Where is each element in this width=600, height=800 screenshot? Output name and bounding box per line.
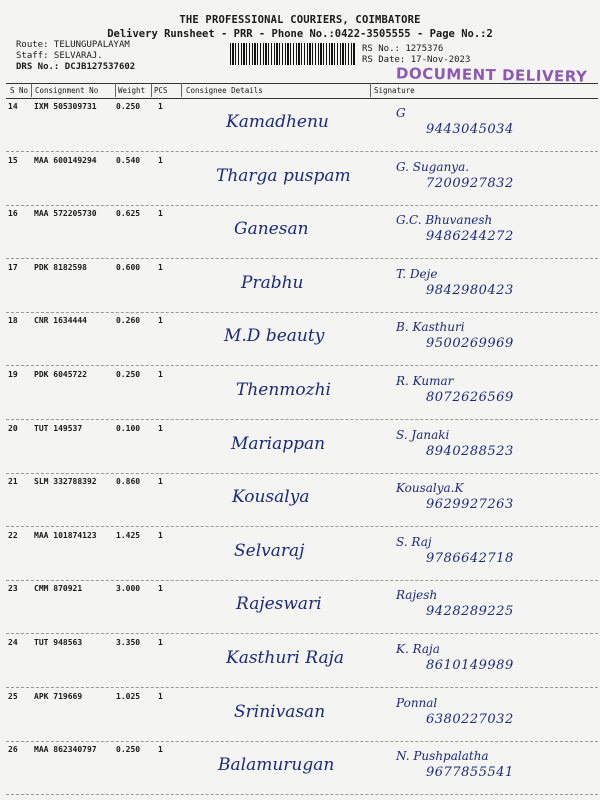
col-pcs: PCS — [154, 86, 168, 95]
table-row — [6, 312, 598, 366]
consignee-name: Kousalya — [232, 487, 310, 508]
col-divider — [370, 83, 371, 97]
row-weight: 0.250 — [116, 102, 141, 111]
consignee-name: Kamadhenu — [226, 112, 329, 132]
table-row — [6, 634, 598, 688]
table-row — [6, 580, 598, 634]
signature-name: Kousalya.K — [396, 481, 464, 496]
table-row — [6, 527, 598, 581]
table-header — [6, 83, 598, 99]
row-sno: 14 — [8, 102, 18, 111]
col-signature: Signature — [374, 86, 415, 95]
col-weight: Weight — [118, 86, 146, 95]
row-pcs: 1 — [158, 584, 163, 594]
row-consignment: APK 719669 — [34, 691, 83, 701]
runsheet-table — [6, 83, 598, 99]
document-title: THE PROFESSIONAL COURIERS, COIMBATORE — [179, 14, 421, 26]
route-label: Route: TELUNGUPALAYAM — [16, 40, 130, 50]
table-row — [6, 688, 598, 742]
row-sno: 26 — [8, 745, 18, 755]
table-row — [6, 98, 598, 152]
signature-phone: 9786642718 — [426, 550, 514, 566]
row-weight: 1.425 — [116, 530, 141, 540]
row-sno: 18 — [8, 316, 18, 326]
row-sno: 22 — [8, 530, 18, 540]
row-consignment: PDK 8182598 — [34, 262, 87, 272]
signature-name: G. Suganya. — [396, 159, 470, 174]
signature-phone: 9842980423 — [426, 282, 514, 298]
signature-name: R. Kumar — [396, 374, 454, 388]
row-weight: 1.025 — [116, 691, 141, 701]
signature-name: N. Pushpalatha — [396, 749, 489, 764]
drs-number — [16, 62, 135, 72]
row-sno: 17 — [8, 262, 18, 272]
row-weight: 0.250 — [116, 370, 141, 379]
signature-phone: 9443045034 — [426, 122, 514, 137]
row-weight: 0.625 — [116, 209, 141, 219]
row-sno: 20 — [8, 423, 18, 433]
row-consignment: MAA 600149294 — [34, 155, 97, 165]
row-pcs: 1 — [158, 209, 163, 219]
drs-value: DCJB127537602 — [64, 62, 136, 72]
consignee-name: Rajeswari — [236, 594, 322, 615]
row-consignment: TUT 149537 — [34, 423, 83, 433]
row-sno: 19 — [8, 370, 18, 379]
row-sno: 23 — [8, 584, 18, 594]
signature-phone: 9677855541 — [426, 765, 514, 781]
signature-phone: 8072626569 — [426, 390, 514, 405]
drs-label: DRS No.: — [16, 62, 60, 72]
signature-phone: 9486244272 — [426, 229, 514, 245]
row-consignment: IXM 505309731 — [34, 102, 97, 111]
signature-phone: 9428289225 — [426, 604, 514, 620]
rs-date: RS Date: 17-Nov-2023 — [362, 55, 471, 65]
consignee-name: Thenmozhi — [236, 380, 331, 400]
signature-name: T. Deje — [396, 266, 438, 281]
row-weight: 3.000 — [116, 584, 141, 594]
row-consignment: PDK 6045722 — [34, 370, 87, 379]
col-consignee: Consignee Details — [186, 86, 263, 95]
row-consignment: CNR 1634444 — [34, 316, 87, 326]
table-row — [6, 366, 598, 420]
row-sno: 21 — [8, 477, 18, 487]
row-consignment: TUT 948563 — [34, 638, 83, 647]
row-pcs: 1 — [158, 423, 163, 433]
signature-phone: 6380227032 — [426, 711, 514, 727]
consignee-name: Balamurugan — [218, 755, 335, 776]
consignee-name: Mariappan — [231, 433, 326, 454]
signature-name: G — [396, 106, 406, 120]
row-weight: 0.100 — [116, 423, 141, 433]
row-consignment: MAA 572205730 — [34, 209, 97, 219]
row-pcs: 1 — [158, 691, 163, 701]
row-weight: 0.860 — [116, 477, 141, 487]
row-sno: 25 — [8, 691, 18, 701]
row-consignment: CMM 870921 — [34, 584, 83, 594]
signature-name: Rajesh — [396, 588, 438, 603]
row-consignment: MAA 862340797 — [34, 745, 97, 755]
row-weight: 0.540 — [116, 155, 141, 165]
barcode — [230, 43, 355, 65]
signature-name: Ponnal — [396, 695, 438, 710]
row-pcs: 1 — [158, 745, 163, 755]
signature-name: G.C. Bhuvanesh — [396, 213, 493, 228]
consignee-name: Prabhu — [241, 272, 304, 293]
consignee-name: Srinivasan — [234, 701, 326, 722]
signature-phone: 9629927263 — [426, 497, 514, 513]
signature-name: B. Kasthuri — [396, 320, 465, 335]
table-row — [6, 420, 598, 474]
table-row — [6, 473, 598, 527]
col-divider — [115, 83, 116, 97]
table-row — [6, 205, 598, 259]
row-sno: 16 — [8, 209, 18, 219]
col-divider — [31, 83, 32, 97]
consignee-name: M.D beauty — [224, 326, 325, 347]
table-row — [6, 152, 598, 206]
row-pcs: 1 — [158, 638, 163, 647]
document-delivery-stamp: DOCUMENT DELIVERY — [395, 64, 588, 86]
row-sno: 15 — [8, 155, 18, 165]
col-divider — [181, 83, 182, 97]
row-pcs: 1 — [158, 530, 163, 540]
signature-name: K. Raja — [396, 642, 440, 656]
row-consignment: SLM 332788392 — [34, 477, 97, 487]
row-pcs: 1 — [158, 477, 163, 487]
row-pcs: 1 — [158, 262, 163, 272]
consignee-name: Kasthuri Raja — [226, 648, 344, 668]
signature-phone: 8610149989 — [426, 658, 514, 673]
row-pcs: 1 — [158, 316, 163, 326]
row-sno: 24 — [8, 638, 18, 647]
col-sno: S No — [10, 86, 29, 95]
row-weight: 0.250 — [116, 745, 141, 755]
signature-phone: 7200927832 — [426, 175, 514, 191]
document-subtitle: Delivery Runsheet - PRR - Phone No.:0422-3505555 - Page No.:2 — [107, 28, 493, 40]
consignee-name: Selvaraj — [234, 540, 305, 561]
table-row — [6, 741, 598, 795]
staff-label: Staff: SELVARAJ. — [16, 51, 103, 61]
signature-name: S. Raj — [396, 534, 432, 549]
col-divider — [151, 83, 152, 97]
signature-name: S. Janaki — [396, 427, 450, 442]
row-consignment: MAA 101874123 — [34, 530, 97, 540]
row-pcs: 1 — [158, 370, 163, 379]
consignee-name: Ganesan — [234, 219, 309, 240]
row-weight: 0.260 — [116, 316, 141, 326]
signature-phone: 8940288523 — [426, 443, 514, 459]
rs-number: RS No.: 1275376 — [362, 44, 444, 54]
col-consignment: Consignment No — [35, 86, 99, 95]
consignee-name: Tharga puspam — [216, 165, 351, 186]
row-weight: 3.350 — [116, 638, 141, 647]
signature-phone: 9500269969 — [426, 336, 514, 352]
row-pcs: 1 — [158, 155, 163, 165]
row-weight: 0.600 — [116, 262, 141, 272]
row-pcs: 1 — [158, 102, 163, 111]
table-row — [6, 259, 598, 313]
